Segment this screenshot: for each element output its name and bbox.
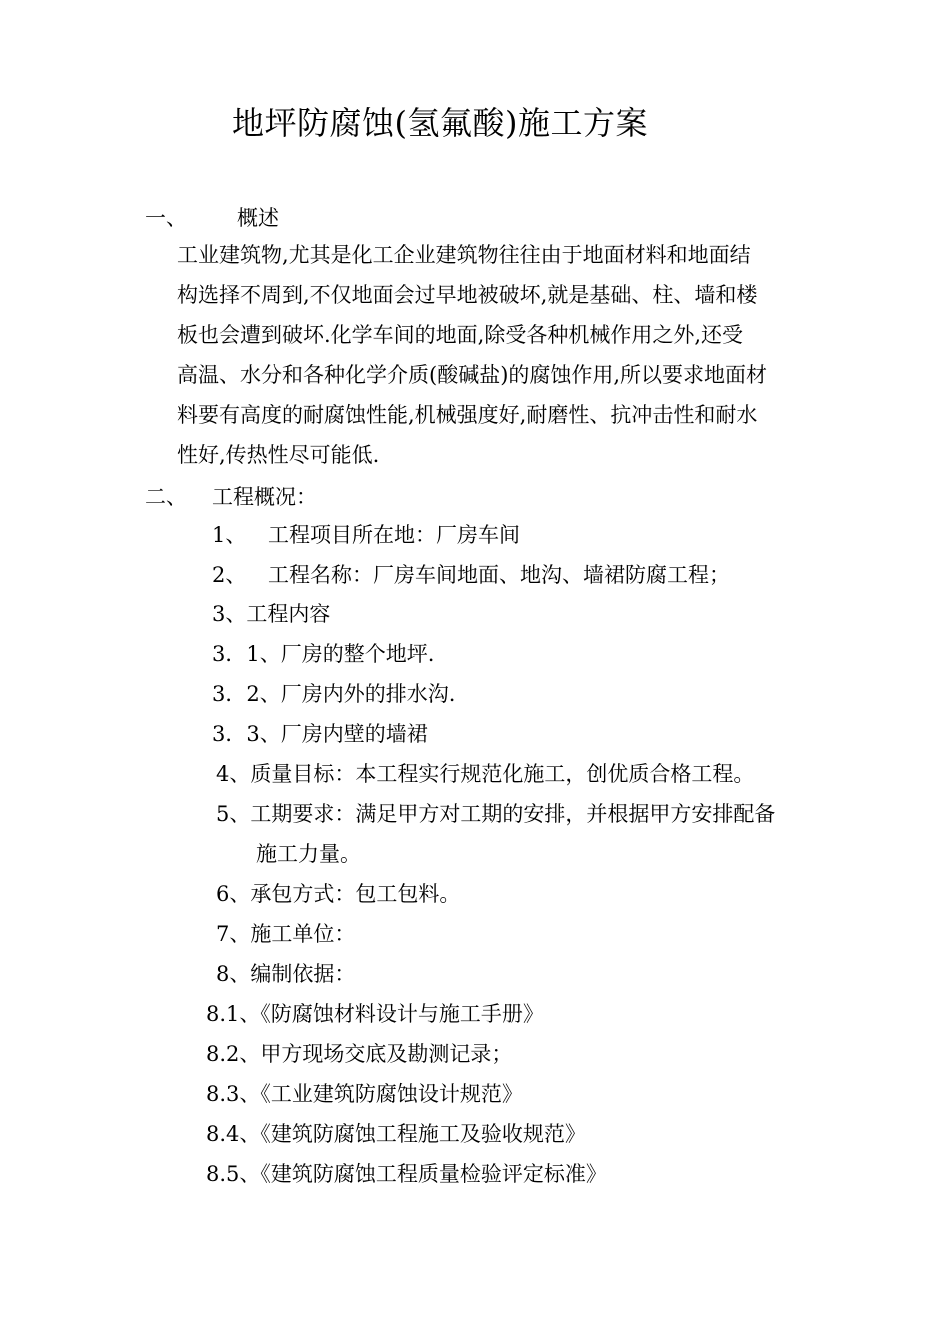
section-2-heading: 工程概况：	[212, 485, 317, 509]
document-title: 地坪防腐蚀(氢氟酸)施工方案	[232, 104, 648, 142]
list-item: 7、施工单位：	[216, 922, 356, 946]
list-item: 3．1、厂房的整个地坪.	[212, 642, 435, 666]
paragraph-line: 高温、水分和各种化学介质(酸碱盐)的腐蚀作用,所以要求地面材	[177, 363, 768, 387]
list-item-continuation: 施工力量。	[256, 842, 361, 866]
list-item: 8.1、《防腐蚀材料设计与施工手册》	[206, 1002, 544, 1026]
paragraph-line: 构选择不周到,不仅地面会过早地被破坏,就是基础、柱、墙和楼	[177, 283, 758, 307]
section-1-number: 一、	[145, 206, 187, 230]
section-1-heading: 概述	[237, 206, 279, 230]
list-item: 4、质量目标：本工程实行规范化施工，创优质合格工程。	[216, 762, 755, 786]
list-item: 8.3、《工业建筑防腐蚀设计规范》	[206, 1082, 523, 1106]
list-item: 3．2、厂房内外的排水沟.	[212, 682, 456, 706]
section-1-paragraph	[177, 235, 817, 475]
list-item: 8.4、《建筑防腐蚀工程施工及验收规范》	[206, 1122, 586, 1146]
list-item: 6、承包方式：包工包料。	[216, 882, 461, 906]
paragraph-line: 板也会遭到破坏.化学车间的地面,除受各种机械作用之外,还受	[177, 323, 744, 347]
list-item: 3．3、厂房内壁的墙裙	[212, 722, 428, 746]
paragraph-line: 工业建筑物,尤其是化工企业建筑物往往由于地面材料和地面结	[177, 243, 751, 267]
section-2-number: 二、	[145, 485, 187, 509]
list-item: 8.2、甲方现场交底及勘测记录；	[206, 1042, 513, 1066]
list-item: 8、编制依据：	[216, 962, 356, 986]
list-item-number: 2、	[212, 563, 247, 587]
list-item: 工程名称：厂房车间地面、地沟、墙裙防腐工程；	[268, 563, 730, 587]
paragraph-line: 性好,传热性尽可能低.	[177, 443, 380, 467]
list-item-number: 1、	[212, 523, 247, 547]
list-item: 8.5、《建筑防腐蚀工程质量检验评定标准》	[206, 1162, 607, 1186]
list-item: 工程项目所在地：厂房车间	[268, 523, 520, 547]
paragraph-line: 料要有高度的耐腐蚀性能,机械强度好,耐磨性、抗冲击性和耐水	[177, 403, 758, 427]
list-item: 5、工期要求：满足甲方对工期的安排，并根据甲方安排配备	[216, 802, 776, 826]
list-item: 3、工程内容	[212, 602, 331, 626]
